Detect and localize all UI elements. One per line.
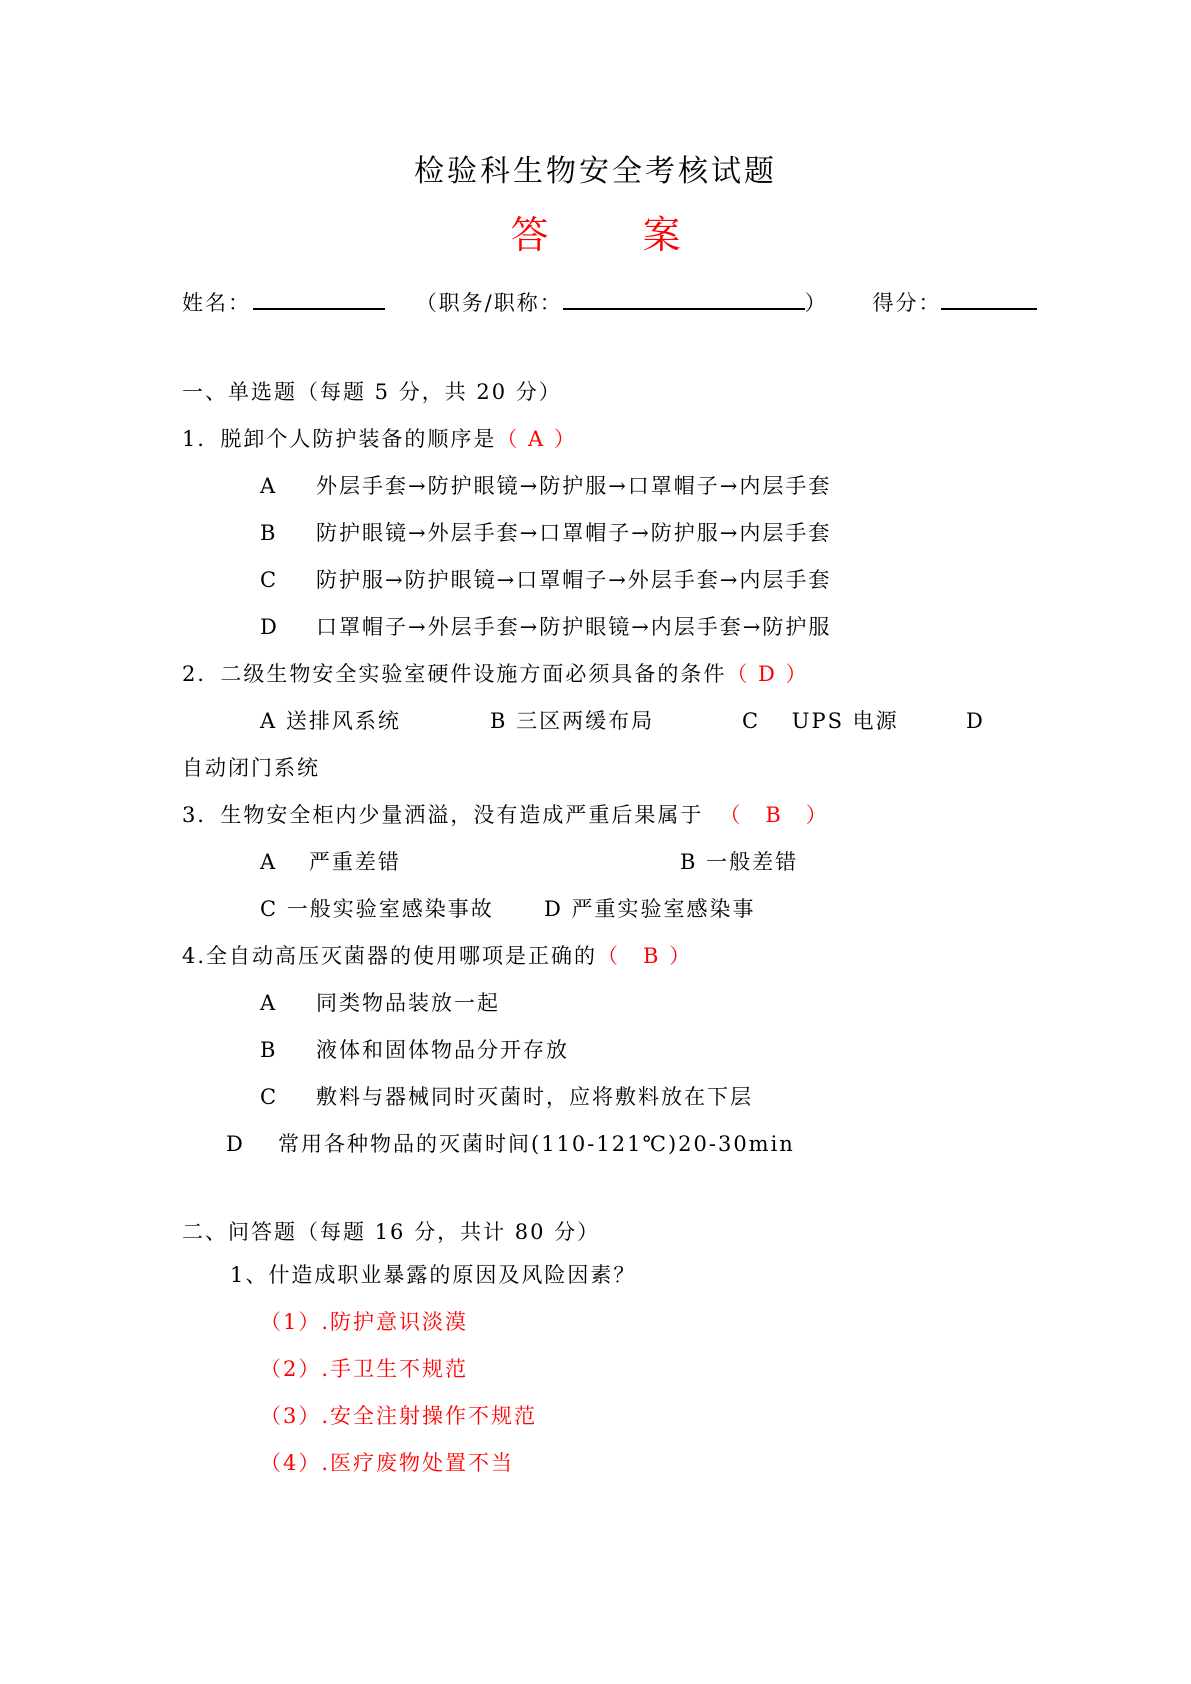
header-info-row — [182, 286, 1037, 316]
name-label: 姓名： — [182, 291, 251, 315]
q1-stem-row — [182, 426, 577, 452]
position-label: （职务/职称： — [415, 291, 563, 315]
q1-answer: （ A ） — [496, 427, 577, 451]
q1-option-a: A 外层手套→防护眼镜→防护服→口罩帽子→内层手套 — [260, 474, 832, 498]
q3-stem-row — [182, 802, 829, 828]
q4-stem: 4.全自动高压灭菌器的使用哪项是正确的 — [182, 944, 598, 968]
s2-q1-answer-1: （1）.防护意识淡漠 — [260, 1310, 469, 1334]
score-label: 得分： — [872, 291, 942, 315]
q3-answer: （ B ） — [719, 803, 829, 827]
document-title: 检验科生物安全考核试题 — [414, 154, 777, 189]
q1-option-d: D 口罩帽子→外层手套→防护眼镜→内层手套→防护服 — [260, 615, 832, 639]
q3-stem: 3．生物安全柜内少量洒溢，没有造成严重后果属于 — [182, 803, 704, 827]
score-blank[interactable] — [941, 286, 1037, 310]
q4-option-c: C 敷料与器械同时灭菌时，应将敷料放在下层 — [260, 1085, 753, 1109]
q2-option-d-letter: D — [966, 709, 985, 733]
q3-option-b: B 一般差错 — [680, 850, 799, 874]
q3-option-a: A 严重差错 — [260, 850, 401, 874]
q2-stem: 2．二级生物安全实验室硬件设施方面必须具备的条件 — [182, 662, 727, 686]
q4-answer: （ B ） — [597, 944, 693, 968]
s2-q1-stem: 1、什造成职业暴露的原因及风险因素？ — [230, 1263, 637, 1287]
section1-heading: 一、单选题（每题 5 分，共 20 分） — [182, 380, 562, 404]
position-close: ） — [804, 291, 828, 315]
q4-option-a: A 同类物品装放一起 — [260, 991, 500, 1015]
q2-stem-row — [182, 661, 809, 687]
q2-option-a: A 送排风系统 — [260, 709, 401, 733]
q1-option-b: B 防护眼镜→外层手套→口罩帽子→防护服→内层手套 — [260, 521, 832, 545]
q4-option-b: B 液体和固体物品分开存放 — [260, 1038, 569, 1062]
section2-heading: 二、问答题（每题 16 分，共计 80 分） — [182, 1220, 601, 1244]
q3-option-c: C 一般实验室感染事故 — [260, 897, 494, 921]
q2-option-d-text: 自动闭门系统 — [182, 756, 320, 780]
q3-option-d: D 严重实验室感染事 — [544, 897, 756, 921]
q2-option-b: B 三区两缓布局 — [490, 709, 655, 733]
q1-stem: 1．脱卸个人防护装备的顺序是 — [182, 427, 497, 451]
q4-stem-row — [182, 943, 692, 969]
name-blank[interactable] — [253, 286, 385, 310]
q2-option-c: C UPS 电源 — [742, 709, 899, 733]
s2-q1-answer-4: （4）.医疗废物处置不当 — [260, 1451, 515, 1475]
q2-answer: （ D ） — [726, 662, 809, 686]
position-blank[interactable] — [563, 286, 805, 310]
q4-option-d: D 常用各种物品的灭菌时间(110-121℃)20-30min — [226, 1132, 795, 1156]
answer-label: 答 案 — [510, 213, 709, 257]
s2-q1-answer-2: （2）.手卫生不规范 — [260, 1357, 469, 1381]
q1-option-c: C 防护服→防护眼镜→口罩帽子→外层手套→内层手套 — [260, 568, 832, 592]
s2-q1-answer-3: （3）.安全注射操作不规范 — [260, 1404, 538, 1428]
